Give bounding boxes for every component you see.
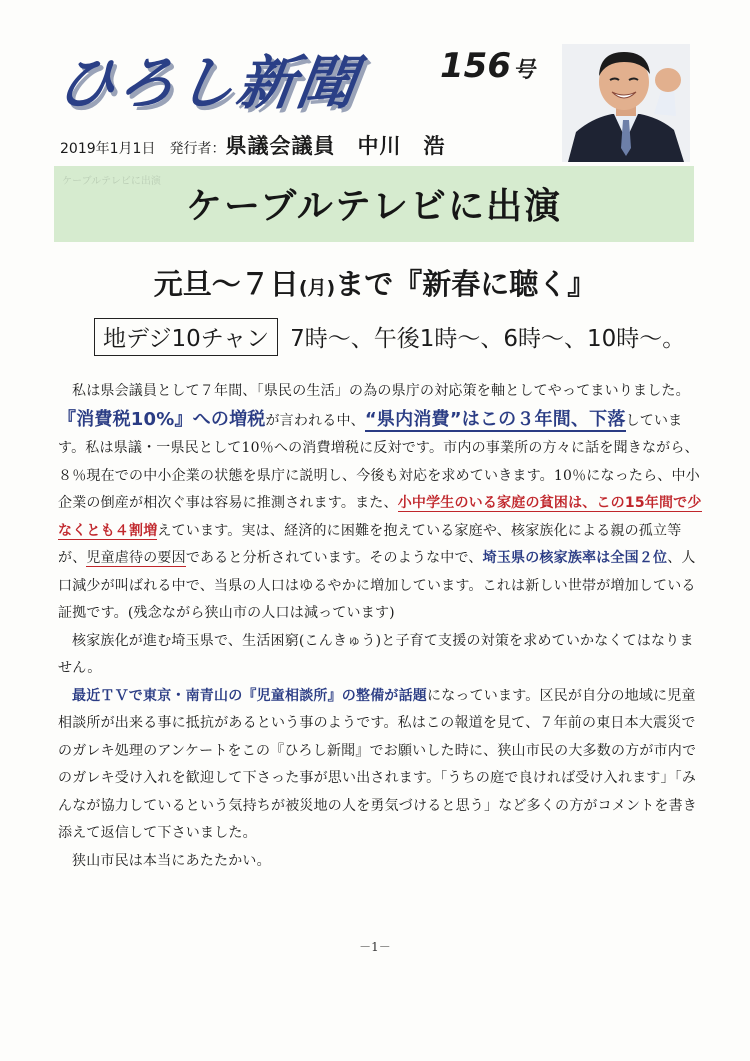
child-poverty-highlight: 小中学生のいる家庭の貧困は、この15年間で少なくとも４割増 [58, 495, 702, 539]
headline-banner [54, 166, 694, 242]
author-portrait [562, 44, 690, 162]
p1-text-k: 、人口減少が叫ばれる中で、当県の人口はゆるやかに増加しています。これは新しい世帯が増加している証拠です。(残念ながら狭山市の人口は減っています) [58, 550, 696, 621]
channel-line [94, 318, 685, 356]
p1-text-g: えています。実は、経済的に困難を抱えている家庭や、核家族化による親の孤立等が、 [58, 522, 682, 566]
headline-title: ケーブルテレビに出演 [185, 186, 563, 227]
broadcast-times: 7時～、午後1時～、6時～、10時～。 [290, 326, 686, 352]
p1-text-e: しています。私は県議・一県民として10％への消費増税に反対です。市内の事業所の方々に話を聞きながら、８％現在での中小企業の状態を県庁に説明し、今後も対応を求めていきます。10％になったら、中小企業の倒産が相次ぐ事は容易に推測されます。また、 [58, 412, 700, 511]
publisher-label: 発行者： [169, 141, 226, 157]
paragraph-2: 核家族化が進む埼玉県で、生活困窮(こんきゅう)と子育て支援の対策を求めていかなくてはなりません。 [58, 632, 694, 676]
channel-box: 地デジ10チャン [94, 318, 278, 356]
issue-number-value: 156 [440, 46, 511, 86]
page-number: －1－ [359, 940, 391, 954]
child-consultation-highlight: 最近ＴＶで東京・南青山の『児童相談所』の整備が話題 [72, 687, 427, 704]
publication-line [60, 130, 540, 160]
broadcast-dates: 元旦～７日 [153, 267, 299, 301]
paragraph-4: 狭山市民は本当にあたたかい。 [72, 852, 271, 869]
issue-number-suffix: 号 [512, 58, 535, 83]
p3-text-b: になっています。区民が自分の地域に児童相談所が出来る事に抵抗があるという事のようです。私はこの報道を見て、７年前の東日本大震災でのガレキ処理のアンケートをこの『ひろし新聞』でお願いした時に、狭山市民の大多数の方が市内でのガレキ受け入れを歓迎して下さった事が思い出されます。「うちの庭で良ければ受け入れます」「みんなが協力しているという気持ちが被災地の人を勇気づけると思う」など多くの方がコメントを書き添えて返信して下さいました。 [58, 687, 697, 841]
paragraph-1 [58, 378, 704, 628]
banner-ghost-text: ケーブルテレビに出演 [62, 176, 161, 187]
nuclear-family-highlight: 埼玉県の核家族率は全国２位 [482, 550, 668, 566]
prefecture-consumption-highlight: “県内消費”はこの３年間、下落 [364, 408, 626, 430]
consumption-tax-highlight: 『消費税10%』への増税 [58, 408, 266, 430]
paragraph-3 [58, 683, 704, 848]
issue-number [440, 46, 535, 86]
p1-text-a: 私は県会議員として７年間、「県民の生活」の為の県庁の対応策を軸としてやってまいりました。 [72, 383, 690, 399]
article-body [58, 378, 704, 875]
child-abuse-underline: 児童虐待の要因 [86, 550, 186, 566]
publication-date: 2019年1月1日 [60, 141, 156, 157]
masthead [52, 30, 558, 120]
p1-text-i: であると分析されています。そのような中で、 [185, 550, 483, 566]
program-title: まで『新春に聴く』 [335, 267, 597, 301]
broadcast-period-heading [0, 262, 750, 303]
broadcast-weekday: (月) [298, 277, 336, 299]
newsletter-title: ひろし新聞 [52, 49, 363, 117]
publisher-name: 県議会議員 中川 浩 [225, 134, 446, 158]
p1-text-c: が言われる中、 [265, 412, 365, 429]
